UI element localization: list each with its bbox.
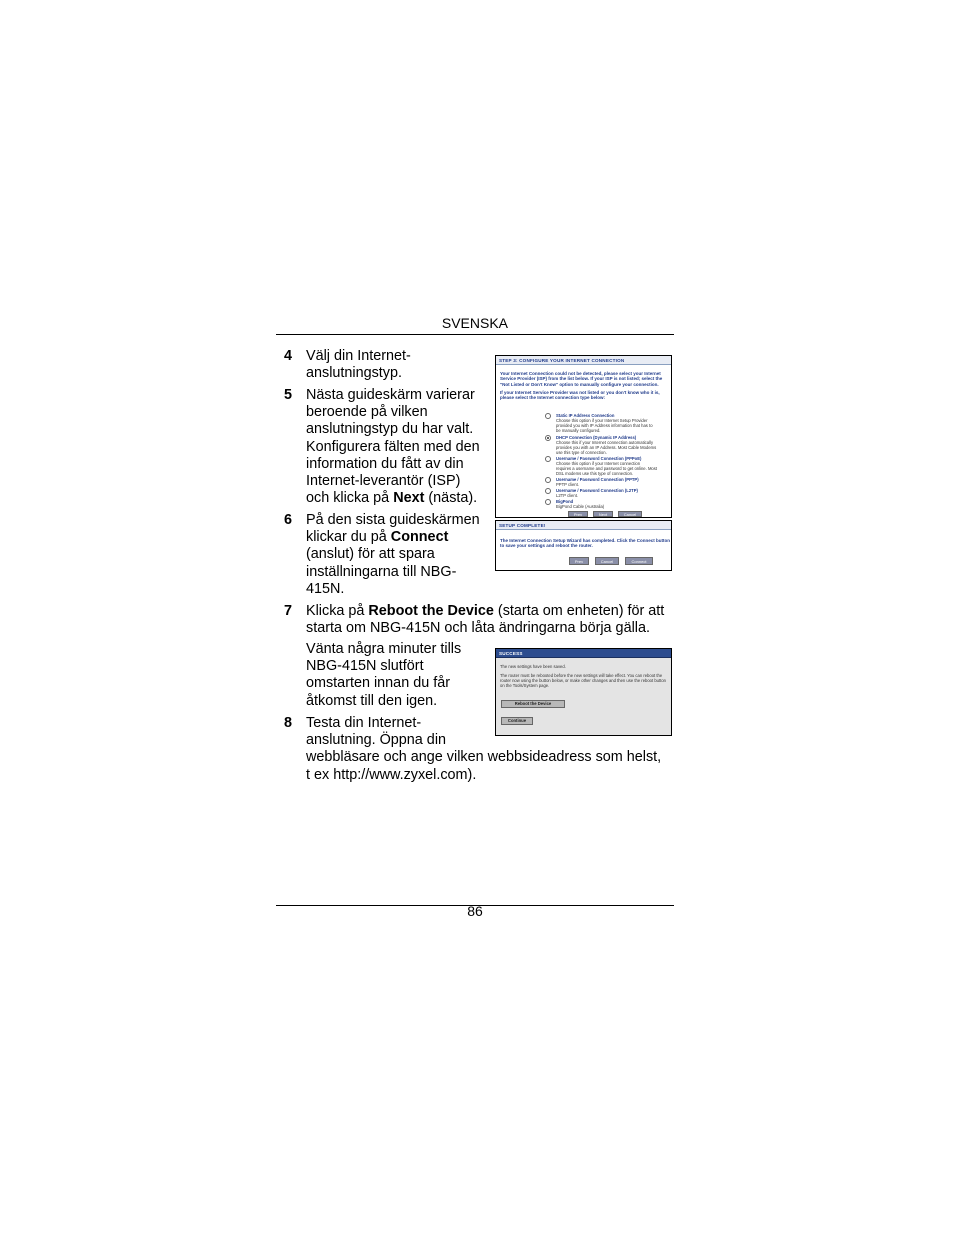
step-text: starta om NBG-415N och låta ändringarna börja gälla. — [306, 620, 650, 637]
prev-button[interactable]: Prev — [569, 557, 589, 565]
intro-line: If your Internet Service Provider was not listed or you don't know who it is, — [500, 389, 660, 395]
option-desc: Choose this option if your Internet connection — [556, 461, 641, 466]
step-number: 8 — [284, 715, 293, 731]
step-number: 5 — [284, 387, 293, 403]
step-text: Nästa guideskärm varierar — [306, 387, 475, 403]
next-button[interactable]: Next — [593, 511, 613, 517]
option-pppoe[interactable] — [556, 456, 670, 476]
screenshot-text — [500, 664, 670, 688]
option-dhcp[interactable] — [556, 435, 670, 455]
text-run: klickar du på — [306, 529, 391, 546]
step-text: t ex http://www.zyxel.com). — [306, 766, 477, 783]
page-number: 86 — [467, 903, 483, 919]
keyword-connect: Connect — [390, 529, 449, 546]
step-text: beroende på vilken — [306, 404, 428, 421]
option-name: DHCP Connection (Dynamic IP Address) — [556, 435, 637, 440]
text-line: The new settings have been saved. — [500, 664, 566, 669]
option-bigpond[interactable] — [556, 499, 670, 509]
step-text — [306, 490, 480, 507]
step-text: (anslut) för att spara — [306, 546, 435, 563]
step-text: inställningarna till NBG- — [306, 563, 457, 580]
text-line: The Internet Connection Setup Wizard has completed. Click the Connect button — [500, 538, 670, 543]
radio-button[interactable] — [545, 456, 551, 462]
step-number: 6 — [284, 512, 293, 528]
reboot-device-button[interactable]: Reboot the Device — [501, 700, 565, 708]
step-text — [306, 603, 664, 620]
option-name: Username / Password Connection (PPPoE) — [556, 456, 642, 461]
cancel-button[interactable]: Cancel — [595, 557, 619, 565]
option-desc: Choose this option if your Internet Setup Provider — [556, 418, 648, 423]
running-header-language: SVENSKA — [441, 315, 508, 331]
option-desc: be manually configured. — [556, 428, 601, 433]
text-line: on the Tools/System page. — [500, 683, 550, 688]
cancel-button[interactable]: Cancel — [618, 511, 642, 517]
option-name: Username / Password Connection (PPTP) — [556, 477, 639, 482]
prev-button[interactable]: Prev — [568, 511, 588, 517]
step-text: Välj din Internet- — [306, 348, 411, 364]
text-run: Klicka på — [306, 603, 369, 619]
step-text: anslutningstyp du har valt. — [306, 421, 474, 438]
option-desc: PPTP client. — [556, 482, 579, 487]
radio-button[interactable] — [545, 477, 551, 483]
option-static-ip[interactable] — [556, 413, 670, 433]
option-name: Static IP Address Connection — [556, 413, 615, 418]
step-text: På den sista guideskärmen — [306, 512, 480, 528]
text-run: (starta om enheten) för att — [493, 603, 665, 619]
screenshot-title: STEP 3: CONFIGURE YOUR INTERNET CONNECTION — [496, 356, 671, 365]
option-desc: L2TP client. — [556, 493, 579, 498]
step-number: 4 — [284, 348, 293, 364]
text-line: The router must be rebooted before the new settings will take effect. You can reboot the — [500, 673, 663, 678]
step-text: Testa din Internet- — [306, 715, 422, 731]
step-7-note — [306, 641, 461, 710]
option-desc: provides you with an IP Address. Most Cable Modems — [556, 445, 657, 450]
text-line: to save your settings and reboot the router. — [500, 543, 593, 549]
screenshot-intro — [500, 371, 670, 400]
option-desc: Choose this if your Internet connection automatically — [556, 440, 654, 445]
screenshot-title: SETUP COMPLETE! — [496, 521, 671, 530]
intro-line: Your Internet Connection could not be detected, please select your Internet — [500, 371, 661, 376]
step-text — [306, 529, 480, 546]
note-text: omstarten innan du får — [306, 675, 450, 692]
screenshot-text — [500, 538, 670, 549]
note-text: NBG-415N slutfört — [306, 658, 424, 675]
step-text: Internet-leverantör (ISP) — [306, 473, 461, 490]
step-number: 7 — [284, 603, 293, 619]
option-desc: provided you with IP Address information that has to — [556, 423, 653, 428]
intro-line: "Not Listed or Don't Know" option to manually configure your connection. — [500, 381, 659, 387]
radio-button-selected[interactable] — [545, 435, 551, 441]
keyword-next: Next — [393, 490, 425, 507]
option-name: BigPond — [556, 499, 574, 504]
radio-button[interactable] — [545, 488, 551, 494]
keyword-reboot: Reboot the Device — [368, 603, 494, 619]
note-text: åtkomst till den igen. — [306, 692, 438, 709]
option-desc: requires a username and password to get online. Most — [556, 466, 658, 471]
step-text: information du fått av din — [306, 455, 464, 472]
option-name: Username / Password Connection (L2TP) — [556, 488, 638, 493]
text-run: och klicka på — [306, 490, 394, 507]
step-text: webbläsare och ange vilken webbsideadress som helst, — [306, 749, 662, 766]
option-l2tp[interactable] — [556, 488, 670, 498]
option-desc: use this type of connection. — [556, 450, 607, 455]
text-line: router now using the button below, or make other changes and then use the reboot button — [500, 678, 666, 683]
step-text: anslutningstyp. — [306, 365, 402, 382]
note-text: Vänta några minuter tills — [306, 641, 462, 657]
intro-line: Service Provider (ISP) from the list below. If your ISP is not listed; select the — [500, 376, 663, 382]
screenshot-title: SUCCESS — [496, 649, 671, 658]
text-run: (nästa). — [424, 490, 478, 507]
radio-button[interactable] — [545, 499, 551, 505]
intro-line: please select the Internet connection type below: — [500, 395, 606, 401]
option-desc: BigPond Cable (Australia) — [556, 504, 605, 509]
screenshot-configure-connection — [495, 355, 672, 518]
continue-button[interactable]: Continue — [501, 717, 533, 725]
screenshot-success — [495, 648, 672, 736]
option-pptp[interactable] — [556, 477, 670, 487]
step-text: Konfigurera fälten med den — [306, 438, 480, 455]
step-text: 415N. — [306, 580, 345, 597]
screenshot-setup-complete — [495, 520, 672, 571]
connect-button[interactable]: Connect — [625, 557, 653, 565]
header-rule — [276, 334, 674, 335]
option-desc: DSL modems use this type of connection. — [556, 471, 634, 476]
radio-button[interactable] — [545, 413, 551, 419]
step-text: anslutning. Öppna din — [306, 732, 447, 749]
